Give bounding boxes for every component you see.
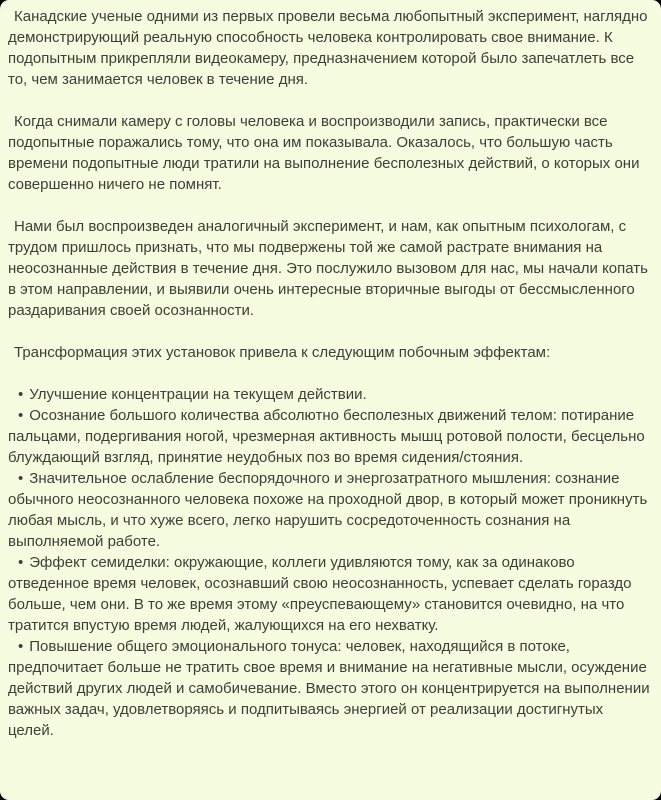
effects-list: [8, 384, 652, 741]
bullet-icon: •: [18, 638, 24, 655]
list-item-text: Эффект семиделки: окружающие, коллеги удивляются тому, как за одинаково отведенное время человек, осознавший свою неосознанность, успевает сделать гораздо больше, чем они. В то же время этому «преуспевающему» становится очевидно, на что тратится впустую время людей, жалующихся на его нехватку.: [8, 554, 632, 634]
list-item-useless-movements: [8, 405, 652, 468]
paragraph-playback: Когда снимали камеру с головы человека и воспроизводили запись, практически все подопытные поражались тому, что она им показывала. Оказалось, что большую часть времени подопытные люди тратили на выполнение бесполезных действий, о которых они совершенно ничего не помнят.: [8, 113, 640, 193]
bullet-icon: •: [18, 554, 24, 571]
list-intro: Трансформация этих установок привела к следующим побочным эффектам:: [14, 344, 551, 361]
bullet-icon: •: [18, 386, 24, 403]
list-item-concentration: [8, 384, 652, 405]
list-item-emotional-tone: [8, 636, 652, 741]
paragraph-our-experiment: Нами был воспроизведен аналогичный эксперимент, и нам, как опытным психологам, с трудом пришлось признать, что мы подвержены той же самой растрате внимания на неосознанные действия в течение дня. Это послужило вызовом для нас, мы начали копать в этом направлении, и выявили очень интересные вторичные выгоды от бессмысленного раздаривания своей осознанности.: [8, 218, 648, 319]
list-item-text: Повышение общего эмоционального тонуса: человек, находящийся в потоке, предпочитает больше не тратить свое время и внимание на негативные мысли, осуждение действий других людей и самобичевание. Вместо этого он концентрируется на выполнении важных задач, удовлетворяясь и подпитываясь энергией от реализации достигнутых целей.: [8, 638, 650, 739]
list-item-text: Осознание большого количества абсолютно бесполезных движений телом: потирание пальцами, подергивания ногой, чрезмерная активность мышц ротовой полости, бесцельно блуждающий взгляд, принятие неудобных поз во время сидения/стояния.: [8, 407, 645, 466]
bullet-icon: •: [18, 470, 24, 487]
list-item-productivity-effect: [8, 552, 652, 636]
list-item-chaotic-thinking: [8, 468, 652, 552]
list-item-text: Улучшение концентрации на текущем действии.: [29, 386, 367, 403]
list-item-text: Значительное ослабление беспорядочного и энергозатратного мышления: сознание обычного неосознанного человека похоже на проходной двор, в который может проникнуть любая мысль, и что хуже всего, легко нарушить сосредоточенность сознания на выполняемой работе.: [8, 470, 648, 550]
bullet-icon: •: [18, 407, 24, 424]
paragraph-experiment: Канадские ученые одними из первых провели весьма любопытный эксперимент, наглядно демонстрирующий реальную способность человека контролировать свое внимание. К подопытным прикрепляли видеокамеру, предназначением которой было запечатлеть все то, чем занимается человек в течение дня.: [8, 8, 648, 88]
